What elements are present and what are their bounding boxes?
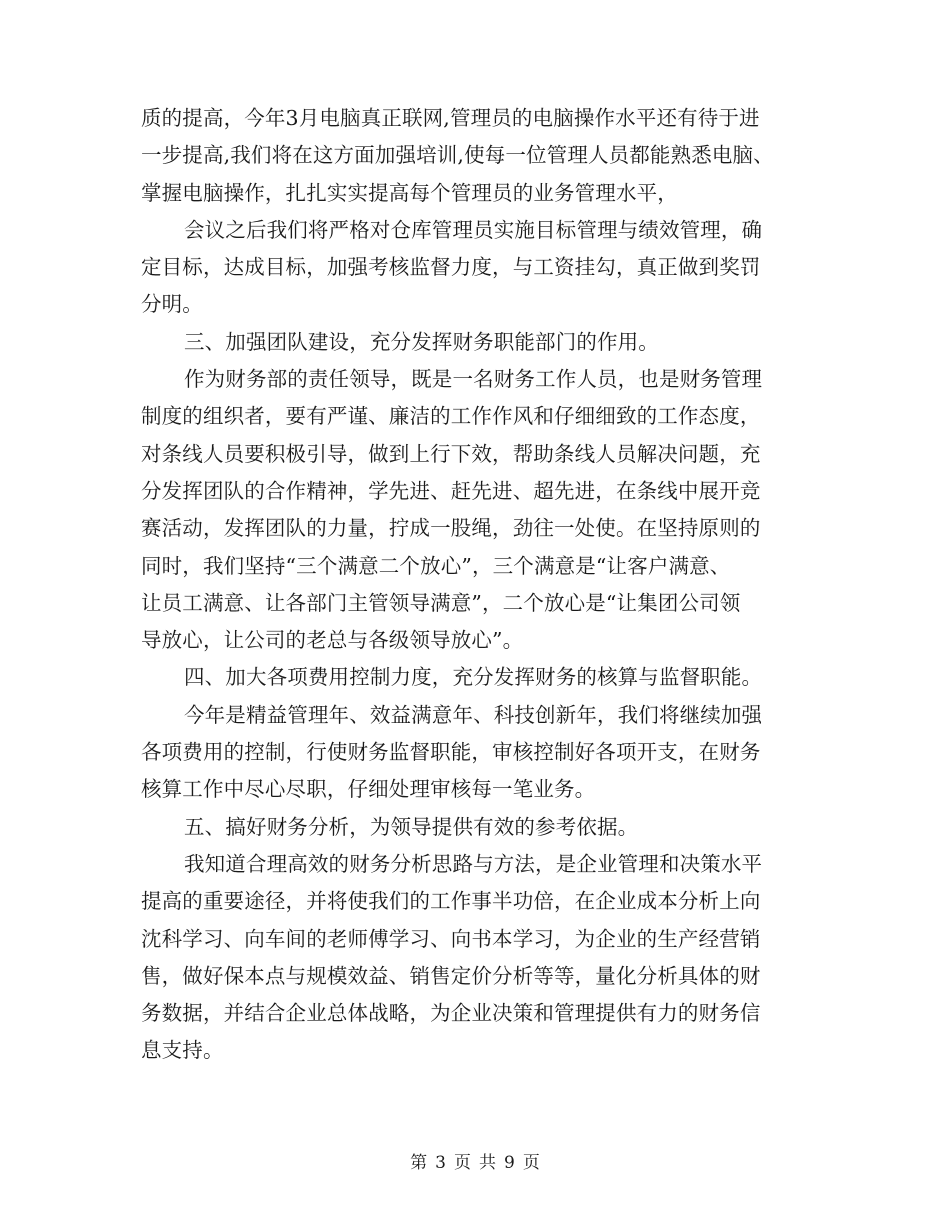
- current-page-number: 3: [435, 1153, 446, 1173]
- paragraph-start-line: 会议之后我们将严格对仓库管理员实施目标管理与绩效管理，确: [184, 217, 763, 242]
- paragraph-start-line: 今年是精益管理年、效益满意年、科技创新年，我们将继续加强: [184, 702, 763, 727]
- text-line: 对条线人员要积极引导，做到上行下效，帮助条线人员解决问题，充: [141, 441, 761, 466]
- text-line: 制度的组织者，要有严谨、廉洁的工作作风和仔细细致的工作态度，: [141, 404, 761, 429]
- total-label: 共: [479, 1153, 496, 1173]
- page-footer: [0, 1151, 950, 1175]
- text-line: 息支持。: [141, 1038, 224, 1063]
- total-pages-number: 9: [504, 1153, 515, 1173]
- text-line: 导放心，让公司的老总与各级领导放心”。: [141, 628, 524, 653]
- text-line: 掌握电脑操作，扎扎实实提高每个管理员的业务管理水平，: [141, 180, 678, 205]
- paragraph-start-line: 我知道合理高效的财务分析思路与方法，是企业管理和决策水平: [184, 851, 763, 876]
- page-label-suffix: 页: [522, 1153, 540, 1173]
- section-heading-5: 五、搞好财务分析，为领导提供有效的参考依据。: [184, 814, 639, 839]
- text-line: 提高的重要途径，并将使我们的工作事半功倍，在企业成本分析上向: [141, 889, 761, 914]
- text-line: 核算工作中尽心尽职，仔细处理审核每一笔业务。: [141, 777, 596, 802]
- text-line: 各项费用的控制，行使财务监督职能，审核控制好各项开支，在财务: [141, 740, 761, 765]
- paragraph-start-line: 作为财务部的责任领导，既是一名财务工作人员，也是财务管理: [184, 367, 763, 392]
- text-line: 售，做好保本点与规模效益、销售定价分析等等，量化分析具体的财: [141, 963, 761, 988]
- text-line: 让员工满意、让各部门主管领导满意”，二个放心是“让集团公司领: [141, 590, 741, 615]
- text-line: 定目标，达成目标，加强考核监督力度，与工资挂勾，真正做到奖罚: [141, 255, 761, 280]
- page-label-prefix: 第: [410, 1153, 428, 1173]
- text-line: 务数据，并结合企业总体战略，为企业决策和管理提供有力的财务信: [141, 1001, 761, 1026]
- text-line: 一步提高,我们将在这方面加强培训,使每一位管理人员都能熟悉电脑、: [141, 143, 774, 168]
- section-heading-3: 三、加强团队建设，充分发挥财务职能部门的作用。: [184, 329, 659, 354]
- section-heading-4: 四、加大各项费用控制力度，充分发挥财务的核算与监督职能。: [184, 665, 763, 690]
- text-line: 沈科学习、向车间的老师傅学习、向书本学习，为企业的生产经营销: [141, 926, 761, 951]
- text-line: 分发挥团队的合作精神，学先进、赶先进、超先进，在条线中展开竞: [141, 478, 761, 503]
- text-line: 赛活动，发挥团队的力量，拧成一股绳，劲往一处使。在坚持原则的: [141, 516, 761, 541]
- text-line: 质的提高，今年3月电脑真正联网,管理员的电脑操作水平还有待于进: [141, 106, 760, 130]
- text-line: 同时，我们坚持“三个满意二个放心”，三个满意是“让客户满意、: [141, 553, 731, 578]
- page-label-mid: 页: [454, 1153, 471, 1173]
- document-body: [141, 100, 811, 1070]
- text-line: 分明。: [141, 292, 203, 317]
